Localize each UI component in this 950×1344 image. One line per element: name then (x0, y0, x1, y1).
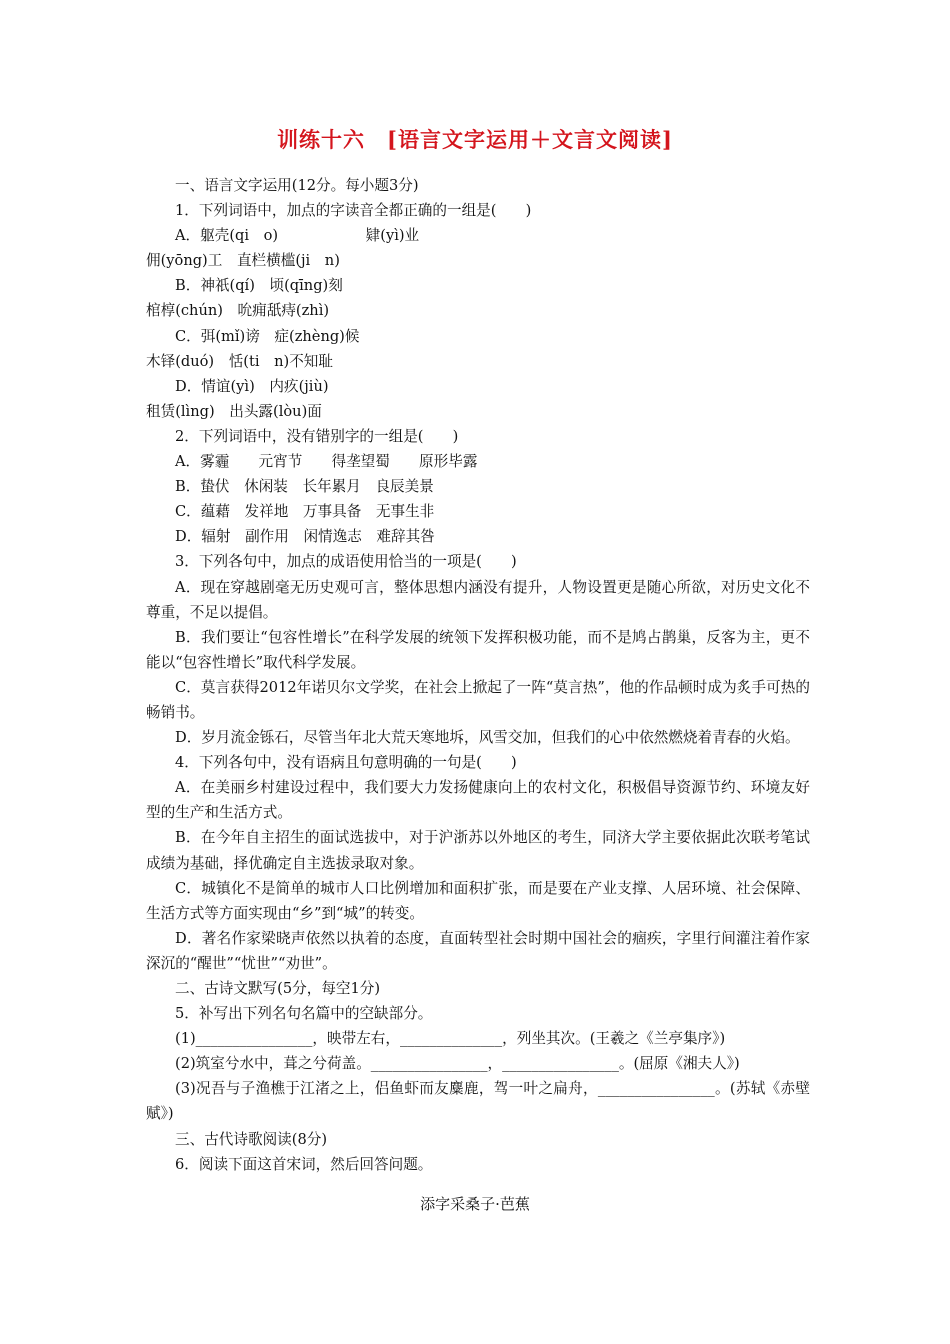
document-body (146, 173, 810, 1177)
text-line: A．现在穿越剧毫无历史观可言，整体思想内涵没有提升，人物设置更是随心所欲，对历史文化不尊重，不足以提倡。 (146, 578, 810, 621)
text-line: C．莫言获得2012年诺贝尔文学奖，在社会上掀起了一阵“莫言热”，他的作品顿时成为炙手可热的畅销书。 (146, 678, 810, 721)
text-line: D．辐射 副作用 闲情逸志 难辞其咎 (175, 528, 435, 546)
text-line: 2．下列词语中，没有错别字的一组是( ) (175, 427, 459, 445)
text-line: 棺椁(chún) 吮痈舐痔(zhì) (146, 302, 330, 320)
text-line: B．在今年自主招生的面试选拔中，对于沪浙苏以外地区的考生，同济大学主要依据此次联考笔试成绩为基础，择优确定自主选拔录取对象。 (146, 829, 810, 872)
text-line: 租赁(lìng) 出头露(lòu)面 (146, 402, 322, 420)
text-line: C．蕴藉 发祥地 万事具备 无事生非 (175, 503, 435, 521)
text-line: B．我们要让“包容性增长”在科学发展的统领下发挥积极功能，而不是鸠占鹊巢，反客为主，更不能以“包容性增长”取代科学发展。 (146, 628, 810, 671)
text-line: A．雾霾 元宵节 得垄望蜀 原形毕露 (175, 453, 478, 471)
text-line: B．神祇(qí) 顷(qīng)刻 (175, 277, 343, 295)
text-line: D．岁月流金铄石，尽管当年北大荒天寒地坼，风雪交加，但我们的心中依然燃烧着青春的火焰。 (175, 729, 800, 747)
text-line: (2)筑室兮水中，葺之兮荷盖。________________，________________。(屈原《湘夫人》) (175, 1055, 740, 1073)
text-line: (3)况吾与子渔樵于江渚之上，侣鱼虾而友麋鹿，驾一叶之扁舟，________________。(苏轼《赤壁赋》) (146, 1080, 810, 1123)
poem-title: 添字采桑子·芭蕉 (420, 1195, 530, 1213)
text-line: C．弭(mǐ)谤 症(zhèng)候 (175, 327, 360, 345)
text-line: B．蛰伏 休闲装 长年累月 良辰美景 (175, 478, 434, 496)
text-line: 三、古代诗歌阅读(8分) (175, 1130, 328, 1148)
text-line: D．著名作家梁晓声依然以执着的态度，直面转型社会时期中国社会的痼疾，字里行间灌注着作家深沉的“醒世”“忧世”“劝世”。 (146, 929, 810, 972)
text-line: 6．阅读下面这首宋词，然后回答问题。 (175, 1155, 433, 1173)
text-line: 佣(yōng)工 直栏横槛(ji n) (146, 252, 340, 270)
text-line: 二、古诗文默写(5分，每空1分) (175, 980, 381, 997)
text-line: A．躯壳(qi o) 肄(yì)业 (175, 227, 420, 245)
text-line: (1)________________，映带左右，______________，列坐其次。(王羲之《兰亭集序》) (175, 1030, 726, 1048)
text-line: C．城镇化不是简单的城市人口比例增加和面积扩张，而是要在产业支撑、人居环境、社会保障、生活方式等方面实现由“乡”到“城”的转变。 (146, 879, 810, 922)
text-line: 木铎(duó) 恬(ti n)不知耻 (146, 352, 333, 370)
text-line: 5．补写出下列名句名篇中的空缺部分。 (175, 1005, 433, 1023)
text-line: A．在美丽乡村建设过程中，我们要大力发扬健康向上的农村文化，积极倡导资源节约、环境友好型的生产和生活方式。 (146, 779, 810, 822)
text-line: 1．下列词语中，加点的字读音全都正确的一组是( ) (175, 202, 532, 220)
page-title: 训练十六 [语言文字运用＋文言文阅读] (277, 127, 673, 152)
text-line: 4．下列各句中，没有语病且句意明确的一句是( ) (175, 754, 517, 772)
text-line: 一、语言文字运用(12分。每小题3分) (175, 177, 419, 194)
text-line: 3．下列各句中，加点的成语使用恰当的一项是( ) (175, 553, 517, 571)
text-line: D．情谊(yì) 内疚(jiù) (175, 377, 329, 395)
